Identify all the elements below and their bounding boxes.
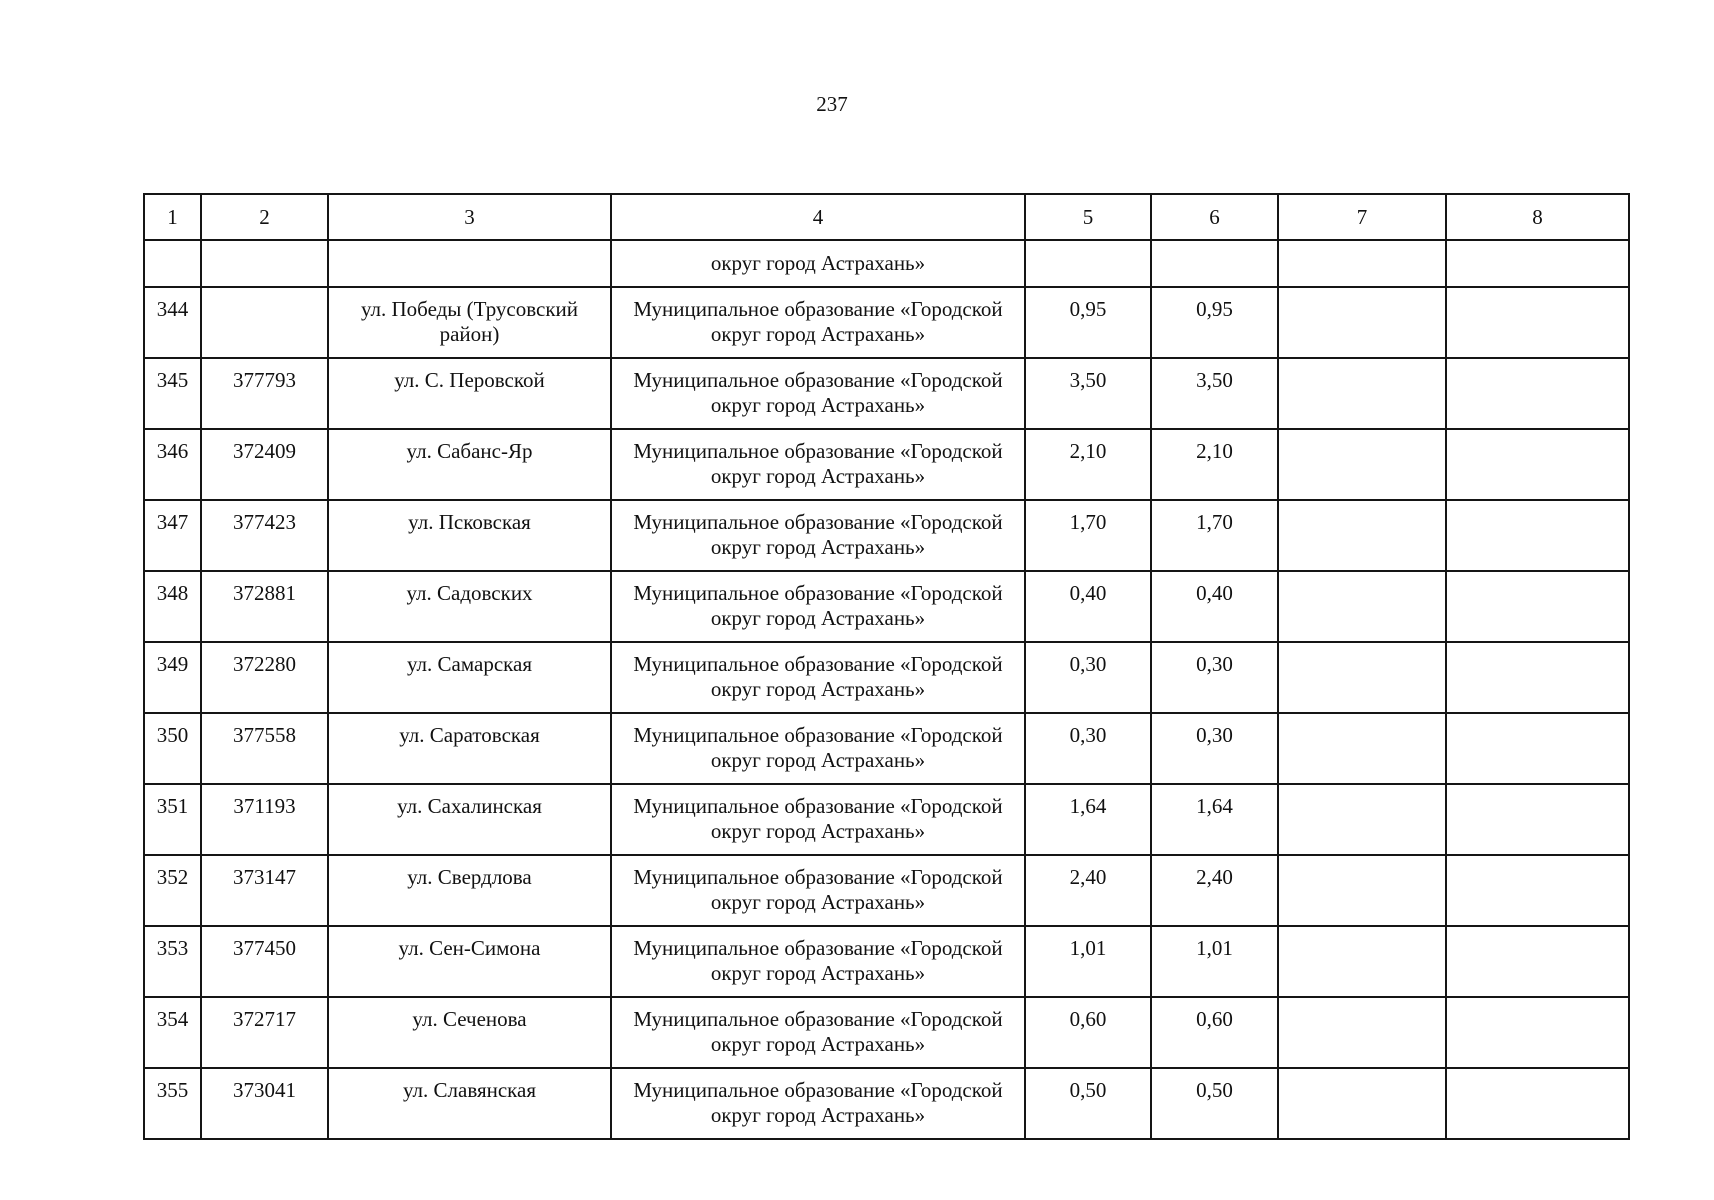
table-row bbox=[144, 287, 1629, 358]
table-cell bbox=[201, 240, 328, 287]
empty-cell bbox=[1446, 642, 1629, 713]
table-row bbox=[144, 926, 1629, 997]
street-name-cell: ул. Сабанс-Яр bbox=[328, 429, 611, 500]
owner-cell: Муниципальное образование «Городской округ город Астрахань» bbox=[611, 855, 1025, 926]
empty-cell bbox=[1446, 855, 1629, 926]
length-cell: 0,40 bbox=[1151, 571, 1278, 642]
street-name-cell: ул. Саратовская bbox=[328, 713, 611, 784]
street-name-cell: ул. Сахалинская bbox=[328, 784, 611, 855]
road-code-cell: 373147 bbox=[201, 855, 328, 926]
continuation-row bbox=[144, 240, 1629, 287]
header-cell: 4 bbox=[611, 194, 1025, 240]
road-code-cell: 377793 bbox=[201, 358, 328, 429]
road-code-cell: 377423 bbox=[201, 500, 328, 571]
length-cell: 1,64 bbox=[1151, 784, 1278, 855]
length-cell: 0,30 bbox=[1025, 642, 1151, 713]
empty-cell bbox=[1446, 1068, 1629, 1139]
length-cell: 0,95 bbox=[1151, 287, 1278, 358]
table-cell bbox=[144, 240, 201, 287]
row-number-cell: 344 bbox=[144, 287, 201, 358]
owner-cell: Муниципальное образование «Городской округ город Астрахань» bbox=[611, 713, 1025, 784]
empty-cell bbox=[1446, 997, 1629, 1068]
length-cell: 0,60 bbox=[1151, 997, 1278, 1068]
road-registry-table bbox=[143, 193, 1630, 1140]
road-code-cell: 372717 bbox=[201, 997, 328, 1068]
owner-cell: Муниципальное образование «Городской округ город Астрахань» bbox=[611, 500, 1025, 571]
header-cell: 5 bbox=[1025, 194, 1151, 240]
table-row bbox=[144, 429, 1629, 500]
length-cell: 1,70 bbox=[1151, 500, 1278, 571]
length-cell: 0,95 bbox=[1025, 287, 1151, 358]
table-row bbox=[144, 997, 1629, 1068]
length-cell: 0,60 bbox=[1025, 997, 1151, 1068]
table-row bbox=[144, 784, 1629, 855]
table-cell bbox=[328, 240, 611, 287]
empty-cell bbox=[1446, 926, 1629, 997]
length-cell: 3,50 bbox=[1151, 358, 1278, 429]
row-number-cell: 354 bbox=[144, 997, 201, 1068]
column-number-header-row bbox=[144, 194, 1629, 240]
row-number-cell: 350 bbox=[144, 713, 201, 784]
empty-cell bbox=[1278, 287, 1446, 358]
empty-cell bbox=[1446, 784, 1629, 855]
owner-cell: Муниципальное образование «Городской округ город Астрахань» bbox=[611, 429, 1025, 500]
header-cell: 7 bbox=[1278, 194, 1446, 240]
row-number-cell: 352 bbox=[144, 855, 201, 926]
row-number-cell: 353 bbox=[144, 926, 201, 997]
header-cell: 3 bbox=[328, 194, 611, 240]
length-cell: 1,64 bbox=[1025, 784, 1151, 855]
empty-cell bbox=[1278, 784, 1446, 855]
table-cell bbox=[1151, 240, 1278, 287]
empty-cell bbox=[1446, 358, 1629, 429]
empty-cell bbox=[1278, 358, 1446, 429]
length-cell: 1,01 bbox=[1151, 926, 1278, 997]
length-cell: 1,01 bbox=[1025, 926, 1151, 997]
street-name-cell: ул. Псковская bbox=[328, 500, 611, 571]
road-code-cell: 373041 bbox=[201, 1068, 328, 1139]
length-cell: 2,40 bbox=[1151, 855, 1278, 926]
owner-cell: Муниципальное образование «Городской округ город Астрахань» bbox=[611, 358, 1025, 429]
road-code-cell: 372881 bbox=[201, 571, 328, 642]
road-code-cell: 372280 bbox=[201, 642, 328, 713]
street-name-cell: ул. Славянская bbox=[328, 1068, 611, 1139]
table-row bbox=[144, 855, 1629, 926]
table-row bbox=[144, 358, 1629, 429]
length-cell: 0,30 bbox=[1151, 713, 1278, 784]
empty-cell bbox=[1446, 429, 1629, 500]
owner-cell: Муниципальное образование «Городской округ город Астрахань» bbox=[611, 571, 1025, 642]
empty-cell bbox=[1446, 713, 1629, 784]
page-number: 237 bbox=[816, 92, 848, 116]
owner-cell: Муниципальное образование «Городской округ город Астрахань» bbox=[611, 997, 1025, 1068]
empty-cell bbox=[1278, 855, 1446, 926]
owner-cell: округ город Астрахань» bbox=[611, 240, 1025, 287]
header-cell: 1 bbox=[144, 194, 201, 240]
empty-cell bbox=[1446, 500, 1629, 571]
street-name-cell: ул. Победы (Трусовский район) bbox=[328, 287, 611, 358]
owner-cell: Муниципальное образование «Городской округ город Астрахань» bbox=[611, 642, 1025, 713]
row-number-cell: 347 bbox=[144, 500, 201, 571]
row-number-cell: 351 bbox=[144, 784, 201, 855]
table-body bbox=[144, 194, 1629, 1139]
empty-cell bbox=[1278, 1068, 1446, 1139]
length-cell: 2,10 bbox=[1151, 429, 1278, 500]
row-number-cell: 346 bbox=[144, 429, 201, 500]
road-code-cell: 372409 bbox=[201, 429, 328, 500]
street-name-cell: ул. Сеченова bbox=[328, 997, 611, 1068]
empty-cell bbox=[1446, 287, 1629, 358]
empty-cell bbox=[1278, 713, 1446, 784]
street-name-cell: ул. Свердлова bbox=[328, 855, 611, 926]
empty-cell bbox=[1446, 571, 1629, 642]
road-code-cell: 377558 bbox=[201, 713, 328, 784]
table-row bbox=[144, 500, 1629, 571]
table-row bbox=[144, 642, 1629, 713]
empty-cell bbox=[1278, 571, 1446, 642]
length-cell: 1,70 bbox=[1025, 500, 1151, 571]
length-cell: 0,30 bbox=[1151, 642, 1278, 713]
street-name-cell: ул. Сен-Симона bbox=[328, 926, 611, 997]
header-cell: 2 bbox=[201, 194, 328, 240]
owner-cell: Муниципальное образование «Городской округ город Астрахань» bbox=[611, 784, 1025, 855]
table-row bbox=[144, 713, 1629, 784]
row-number-cell: 355 bbox=[144, 1068, 201, 1139]
street-name-cell: ул. Самарская bbox=[328, 642, 611, 713]
owner-cell: Муниципальное образование «Городской округ город Астрахань» bbox=[611, 287, 1025, 358]
empty-cell bbox=[1278, 642, 1446, 713]
table-cell bbox=[1278, 240, 1446, 287]
length-cell: 0,50 bbox=[1025, 1068, 1151, 1139]
row-number-cell: 348 bbox=[144, 571, 201, 642]
table-row bbox=[144, 1068, 1629, 1139]
length-cell: 0,40 bbox=[1025, 571, 1151, 642]
length-cell: 2,40 bbox=[1025, 855, 1151, 926]
length-cell: 2,10 bbox=[1025, 429, 1151, 500]
empty-cell bbox=[1278, 926, 1446, 997]
row-number-cell: 349 bbox=[144, 642, 201, 713]
street-name-cell: ул. С. Перовской bbox=[328, 358, 611, 429]
road-code-cell bbox=[201, 287, 328, 358]
empty-cell bbox=[1278, 997, 1446, 1068]
length-cell: 3,50 bbox=[1025, 358, 1151, 429]
row-number-cell: 345 bbox=[144, 358, 201, 429]
empty-cell bbox=[1278, 500, 1446, 571]
header-cell: 6 bbox=[1151, 194, 1278, 240]
table-cell bbox=[1446, 240, 1629, 287]
table-cell bbox=[1025, 240, 1151, 287]
header-cell: 8 bbox=[1446, 194, 1629, 240]
street-name-cell: ул. Садовских bbox=[328, 571, 611, 642]
empty-cell bbox=[1278, 429, 1446, 500]
road-code-cell: 371193 bbox=[201, 784, 328, 855]
table-row bbox=[144, 571, 1629, 642]
length-cell: 0,30 bbox=[1025, 713, 1151, 784]
owner-cell: Муниципальное образование «Городской округ город Астрахань» bbox=[611, 1068, 1025, 1139]
length-cell: 0,50 bbox=[1151, 1068, 1278, 1139]
owner-cell: Муниципальное образование «Городской округ город Астрахань» bbox=[611, 926, 1025, 997]
road-code-cell: 377450 bbox=[201, 926, 328, 997]
